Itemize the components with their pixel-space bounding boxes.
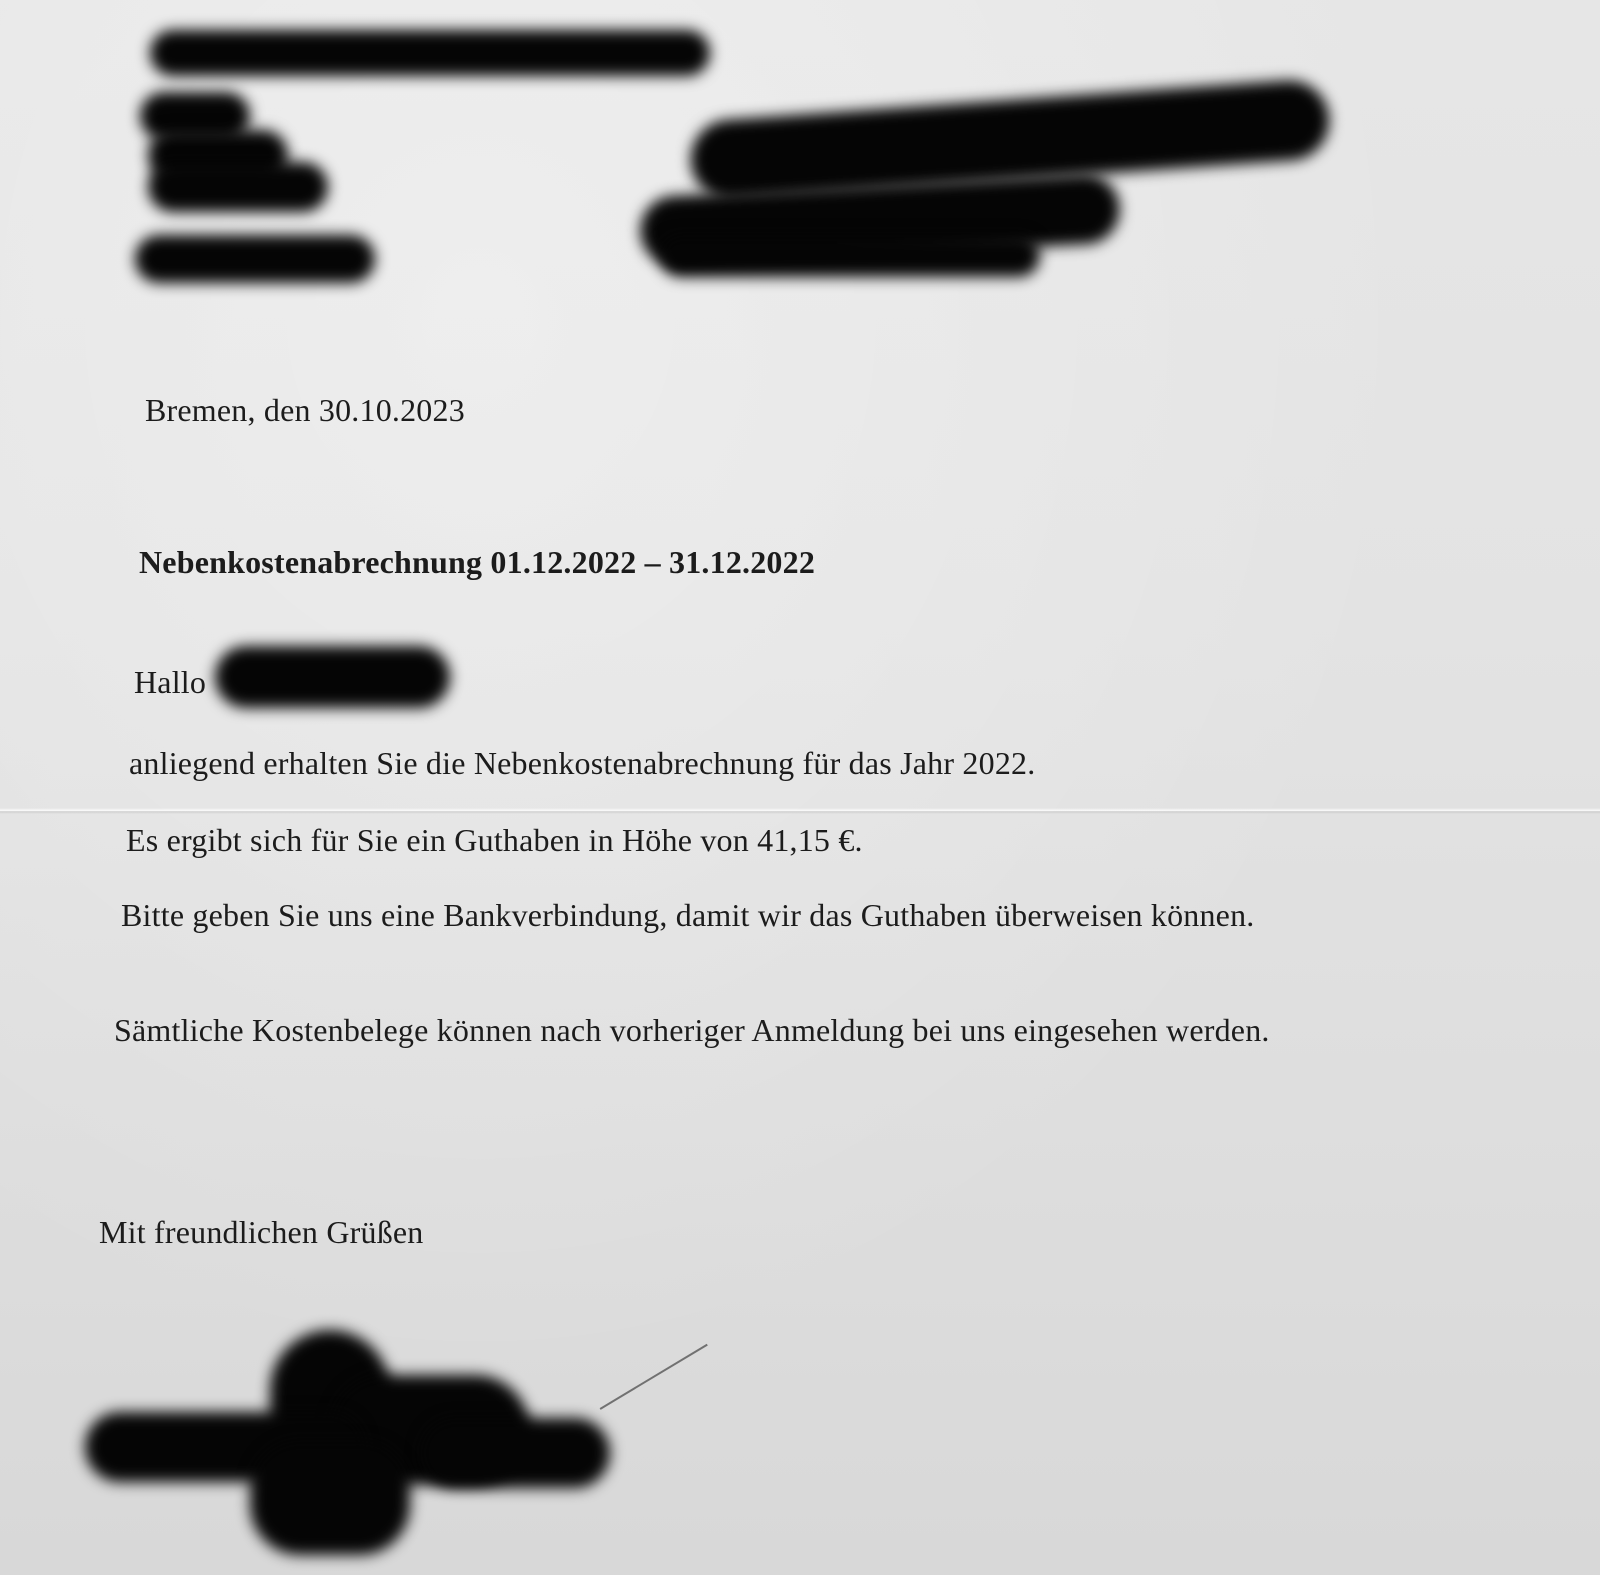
redacted-recipient-line-3 bbox=[660, 235, 1040, 277]
redacted-sender-name bbox=[150, 30, 710, 76]
paper-fold bbox=[0, 808, 1600, 814]
redacted-recipient-name bbox=[215, 646, 450, 708]
body-line-4: Sämtliche Kostenbelege können nach vorheriger Anmeldung bei uns eingesehen werden. bbox=[114, 1012, 1270, 1048]
body-line-1: anliegend erhalten Sie die Nebenkostenabrechnung für das Jahr 2022. bbox=[129, 745, 1036, 781]
body-line-3: Bitte geben Sie uns eine Bankverbindung, damit wir das Guthaben überweisen können. bbox=[121, 897, 1255, 933]
date-line: Bremen, den 30.10.2023 bbox=[145, 392, 465, 428]
signature-stroke bbox=[600, 1344, 708, 1410]
redacted-sender-city bbox=[148, 162, 328, 212]
body-line-2: Es ergibt sich für Sie ein Guthaben in Höhe von 41,15 €. bbox=[126, 822, 863, 858]
redacted-signature-lower bbox=[250, 1440, 410, 1555]
closing: Mit freundlichen Grüßen bbox=[99, 1214, 424, 1250]
redacted-sender-zip bbox=[135, 235, 375, 283]
redacted-signature-right bbox=[420, 1418, 610, 1488]
subject-line: Nebenkostenabrechnung 01.12.2022 – 31.12.2022 bbox=[139, 544, 816, 580]
greeting: Hallo bbox=[134, 664, 207, 700]
